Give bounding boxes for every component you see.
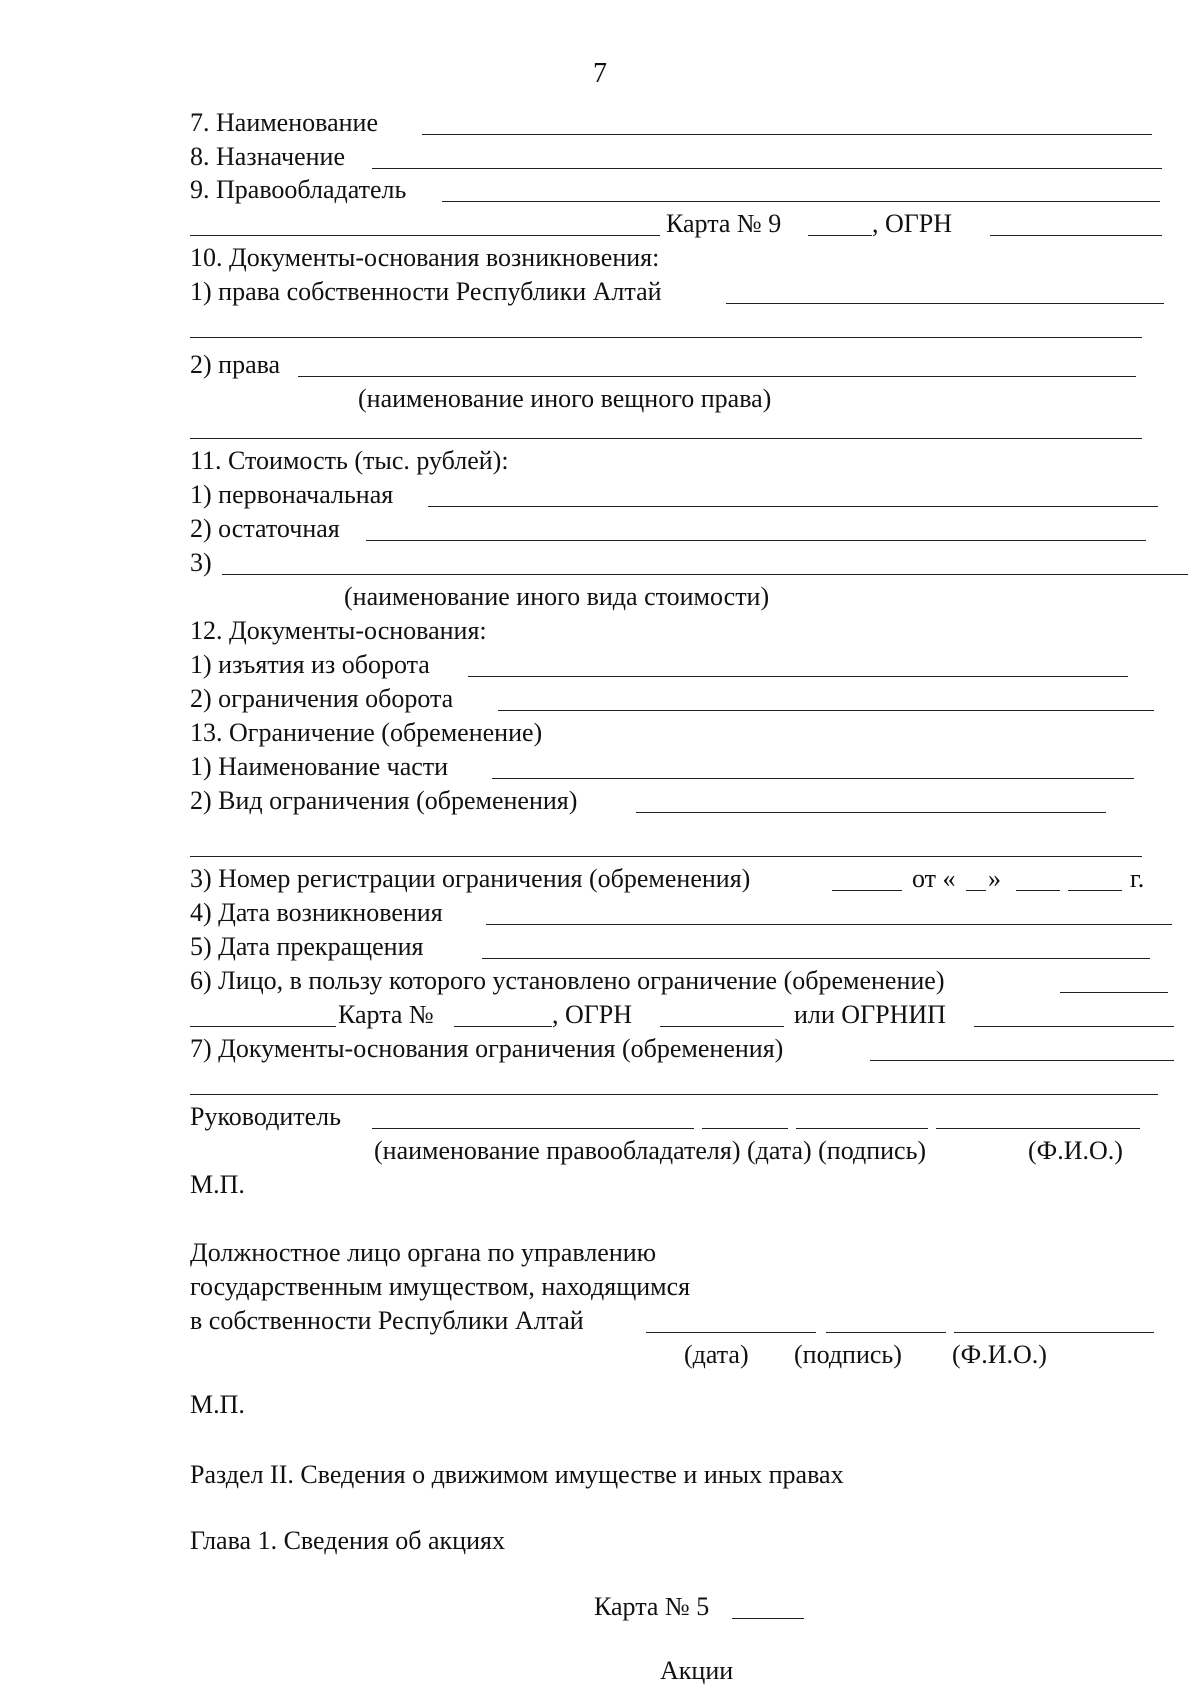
field-line-reg-number[interactable] bbox=[832, 890, 902, 891]
field-line-karta-5[interactable] bbox=[732, 1618, 804, 1619]
field-line-purpose[interactable] bbox=[372, 168, 1162, 169]
field-line-encumbrance-docs[interactable] bbox=[870, 1060, 1174, 1061]
field-label-holder: 9. Правообладатель bbox=[190, 175, 407, 204]
field-line-part-name[interactable] bbox=[492, 778, 1134, 779]
field-line-rights[interactable] bbox=[298, 376, 1136, 377]
field-line-official-sign[interactable] bbox=[826, 1332, 946, 1333]
shares-title: Акции bbox=[660, 1656, 734, 1685]
chapter-heading: Глава 1. Сведения об акциях bbox=[190, 1526, 505, 1555]
field-line-initial-cost[interactable] bbox=[428, 506, 1158, 507]
field-label-part-name: 1) Наименование части bbox=[190, 752, 449, 781]
field-line-encumbrance-type[interactable] bbox=[636, 812, 1106, 813]
field-line-karta[interactable] bbox=[454, 1026, 552, 1027]
page-number: 7 bbox=[593, 58, 607, 89]
field-line-encumbrance-docs-cont[interactable] bbox=[190, 1094, 1158, 1095]
field-line-ownership-cont[interactable] bbox=[190, 337, 1142, 338]
label-ogrnip: или ОГРНИП bbox=[794, 1000, 946, 1029]
field-line-restriction[interactable] bbox=[498, 710, 1154, 711]
field-line-head-date[interactable] bbox=[702, 1128, 788, 1129]
label-ogrn: , ОГРН bbox=[872, 209, 953, 238]
field-line-year[interactable] bbox=[1068, 890, 1122, 891]
field-line-end-date[interactable] bbox=[482, 958, 1150, 959]
field-line-day[interactable] bbox=[966, 890, 986, 891]
field-line-ownership[interactable] bbox=[726, 303, 1164, 304]
official-line-2: государственным имуществом, находящимся bbox=[190, 1272, 691, 1301]
note-other-right: (наименование иного вещного права) bbox=[358, 384, 772, 413]
label-ogrn-2: , ОГРН bbox=[552, 1000, 633, 1029]
note-other-cost: (наименование иного вида стоимости) bbox=[344, 582, 770, 611]
field-line-official-date[interactable] bbox=[646, 1332, 816, 1333]
field-label-beneficiary: 6) Лицо, в пользу которого установлено ограничение (обременение) bbox=[190, 966, 945, 995]
field-line-rights-cont[interactable] bbox=[190, 438, 1142, 439]
field-label-purpose: 8. Назначение bbox=[190, 142, 345, 171]
heading-cost: 11. Стоимость (тыс. рублей): bbox=[190, 446, 509, 475]
field-line-residual-cost[interactable] bbox=[366, 540, 1146, 541]
field-line-holder[interactable] bbox=[442, 201, 1160, 202]
field-line-withdrawal[interactable] bbox=[468, 676, 1128, 677]
field-line-encumbrance-type-cont[interactable] bbox=[190, 856, 1142, 857]
heading-basis-docs-2: 12. Документы-основания: bbox=[190, 616, 487, 645]
section-heading: Раздел II. Сведения о движимом имуществе и иных правах bbox=[190, 1460, 844, 1489]
field-label-encumbrance-docs: 7) Документы-основания ограничения (обременения) bbox=[190, 1034, 784, 1063]
field-label-reg-number: 3) Номер регистрации ограничения (обременения) bbox=[190, 864, 751, 893]
field-line-beneficiary[interactable] bbox=[1060, 992, 1168, 993]
label-karta: Карта № bbox=[338, 1000, 434, 1029]
field-line-other-cost[interactable] bbox=[222, 574, 1188, 575]
label-year-suffix: г. bbox=[1130, 864, 1145, 893]
field-label-encumbrance-type: 2) Вид ограничения (обременения) bbox=[190, 786, 578, 815]
field-line-holder-name[interactable] bbox=[372, 1128, 694, 1129]
stamp-place-2: М.П. bbox=[190, 1390, 245, 1419]
note-head-fio: (Ф.И.О.) bbox=[1028, 1136, 1123, 1165]
field-line-start-date[interactable] bbox=[486, 924, 1172, 925]
field-label-end-date: 5) Дата прекращения bbox=[190, 932, 424, 961]
field-line-holder-cont[interactable] bbox=[190, 235, 660, 236]
field-line-karta-9[interactable] bbox=[808, 235, 872, 236]
field-line-ogrnip[interactable] bbox=[974, 1026, 1174, 1027]
note-head: (наименование правообладателя) (дата) (подпись) bbox=[374, 1136, 927, 1165]
field-label-name: 7. Наименование bbox=[190, 108, 378, 137]
note-official-date: (дата) bbox=[684, 1340, 749, 1369]
field-label-initial-cost: 1) первоначальная bbox=[190, 480, 394, 509]
label-from: от « bbox=[912, 864, 956, 893]
field-line-official-fio[interactable] bbox=[954, 1332, 1154, 1333]
field-line-head-fio[interactable] bbox=[936, 1128, 1140, 1129]
field-label-start-date: 4) Дата возникновения bbox=[190, 898, 443, 927]
field-line-ogrn[interactable] bbox=[990, 235, 1162, 236]
note-official-fio: (Ф.И.О.) bbox=[952, 1340, 1047, 1369]
heading-basis-docs: 10. Документы-основания возникновения: bbox=[190, 243, 660, 272]
label-karta-5: Карта № 5 bbox=[594, 1592, 710, 1621]
field-line-head-sign[interactable] bbox=[796, 1128, 928, 1129]
label-karta-9: Карта № 9 bbox=[666, 209, 782, 238]
field-line-beneficiary-cont[interactable] bbox=[190, 1026, 336, 1027]
field-label-withdrawal: 1) изъятия из оборота bbox=[190, 650, 430, 679]
official-line-3: в собственности Республики Алтай bbox=[190, 1306, 584, 1335]
stamp-place-1: М.П. bbox=[190, 1170, 245, 1199]
field-line-month[interactable] bbox=[1016, 890, 1060, 891]
heading-encumbrance: 13. Ограничение (обременение) bbox=[190, 718, 543, 747]
field-label-other-cost: 3) bbox=[190, 548, 212, 577]
field-line-ogrn-2[interactable] bbox=[660, 1026, 784, 1027]
field-label-rights: 2) права bbox=[190, 350, 281, 379]
field-label-restriction: 2) ограничения оборота bbox=[190, 684, 454, 713]
label-head: Руководитель bbox=[190, 1102, 341, 1131]
field-line-name[interactable] bbox=[422, 134, 1152, 135]
label-quote-close: » bbox=[988, 864, 1001, 893]
field-label-ownership: 1) права собственности Республики Алтай bbox=[190, 277, 662, 306]
official-line-1: Должностное лицо органа по управлению bbox=[190, 1238, 657, 1267]
note-official-sign: (подпись) bbox=[794, 1340, 902, 1369]
field-label-residual-cost: 2) остаточная bbox=[190, 514, 340, 543]
